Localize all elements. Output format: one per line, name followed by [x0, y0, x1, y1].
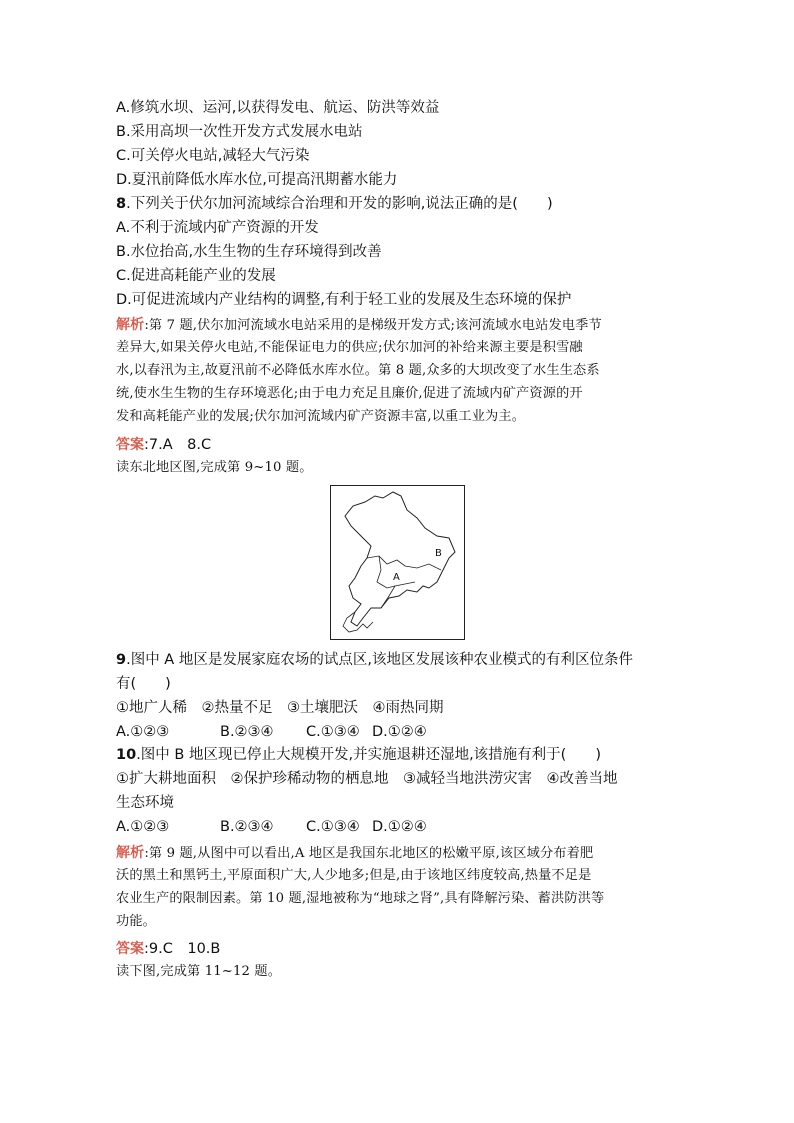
answer-2-label: 答案	[116, 941, 144, 957]
analysis-1-line-5: 发和高耗能产业的发展;伏尔加河流域内矿产资源丰富,以重工业为主。	[116, 409, 526, 424]
q9-stem-text: .图中 A 地区是发展家庭农场的试点区,该地区发展该种农业模式的有利区位条件	[126, 652, 633, 668]
q10-items-line-1: ①扩大耕地面积 ②保护珍稀动物的栖息地 ③减轻当地洪涝灾害 ④改善当地	[116, 771, 618, 787]
map-label-a: A	[393, 572, 400, 583]
q10-number: 10	[116, 747, 137, 763]
border-jilin-liaoning	[381, 582, 415, 608]
analysis-2-line-2: 沃的黑土和黑钙土,平原面积广大,人少地多;但是,由于该地区纬度较高,热量不足是	[116, 868, 592, 883]
analysis-1-line-2: 差异大,如果关停火电站,不能保证电力的供应;伏尔加河的补给来源主要是积雪融	[116, 340, 583, 355]
q10-option-b: B.②③④	[220, 819, 274, 835]
q9-option-a: A.①②③	[116, 724, 170, 740]
analysis-2-line-4: 功能。	[116, 914, 157, 929]
answer-2	[116, 938, 220, 959]
q8-option-a: A.不利于流域内矿产资源的开发	[116, 220, 319, 236]
q8-stem	[116, 194, 553, 214]
intro-9-10: 读东北地区图,完成第 9~10 题。	[116, 460, 313, 475]
q9-number: 9	[116, 652, 127, 668]
q10-stem-text: .图中 B 地区现已停止大规模开发,并实施退耕还湿地,该措施有利于( )	[136, 747, 601, 763]
analysis-2-line-3: 农业生产的限制因素。第 10 题,湿地被称为“地球之肾”,具有降解污染、蓄洪防洪等	[116, 891, 605, 906]
q7-option-d: D.夏汛前降低水库水位,可提高汛期蓄水能力	[116, 172, 398, 188]
analysis-2-text-1: :第 9 题,从图中可以看出,A 地区是我国东北地区的松嫩平原,该区域分布着肥	[144, 846, 594, 861]
analysis-1-line-3: 水,以春汛为主,故夏汛前不必降低水库水位。第 8 题,众多的大坝改变了水生生态系	[116, 363, 600, 378]
q9-stem-line-2: 有( )	[116, 676, 171, 692]
q8-option-c: C.促进高耗能产业的发展	[116, 268, 276, 284]
q7-option-b: B.采用高坝一次性开发方式发展水电站	[116, 124, 363, 140]
q10-option-d: D.①②④	[372, 819, 427, 835]
analysis-1-line-1	[116, 315, 602, 336]
q9-option-b: B.②③④	[220, 724, 274, 740]
q9-items: ①地广人稀 ②热量不足 ③土壤肥沃 ④雨热同期	[116, 700, 444, 716]
answer-2-text: :9.C 10.B	[144, 941, 221, 957]
analysis-2-line-1	[116, 843, 593, 864]
q8-option-d: D.可促进流域内产业结构的调整,有利于轻工业的发展及生态环境的保护	[116, 292, 572, 308]
q10-items-line-2: 生态环境	[116, 795, 174, 811]
q10-stem	[116, 745, 601, 765]
q7-option-a: A.修筑水坝、运河,以获得发电、航运、防洪等效益	[116, 100, 440, 116]
answer-1-label: 答案	[116, 437, 144, 453]
analysis-2-label: 解析	[116, 845, 145, 861]
peninsula	[343, 612, 373, 632]
intro-11-12: 读下图,完成第 11~12 题。	[116, 964, 282, 979]
q9-option-c: C.①③④	[306, 724, 360, 740]
map-label-b: B	[435, 548, 442, 559]
analysis-1-text-1: :第 7 题,伏尔加河流域水电站采用的是梯级开发方式;该河流域水电站发电季节	[144, 318, 602, 333]
q10-option-a: A.①②③	[116, 819, 170, 835]
q9-options	[116, 722, 427, 742]
q10-options	[116, 817, 427, 837]
q8-option-b: B.水位抬高,水生生物的生存环境得到改善	[116, 244, 382, 260]
analysis-1-line-4: 统,使水生生物的生存环境恶化;由于电力充足且廉价,促进了流域内矿产资源的开	[116, 386, 583, 401]
q8-number: 8	[116, 196, 127, 212]
q9-stem-line-1	[116, 650, 633, 670]
analysis-1-label: 解析	[116, 317, 145, 333]
q10-option-c: C.①③④	[306, 819, 360, 835]
region-outline	[345, 492, 455, 626]
q8-stem-text: .下列关于伏尔加河流域综合治理和开发的影响,说法正确的是( )	[126, 196, 553, 212]
answer-1-text: :7.A 8.C	[144, 437, 212, 453]
northeast-china-map	[330, 485, 465, 640]
answer-1	[116, 434, 211, 455]
border-heilongjiang	[367, 556, 441, 570]
map-outline-svg	[331, 486, 464, 639]
q9-option-d: D.①②④	[372, 724, 427, 740]
q7-option-c: C.可关停火电站,减轻大气污染	[116, 148, 310, 164]
